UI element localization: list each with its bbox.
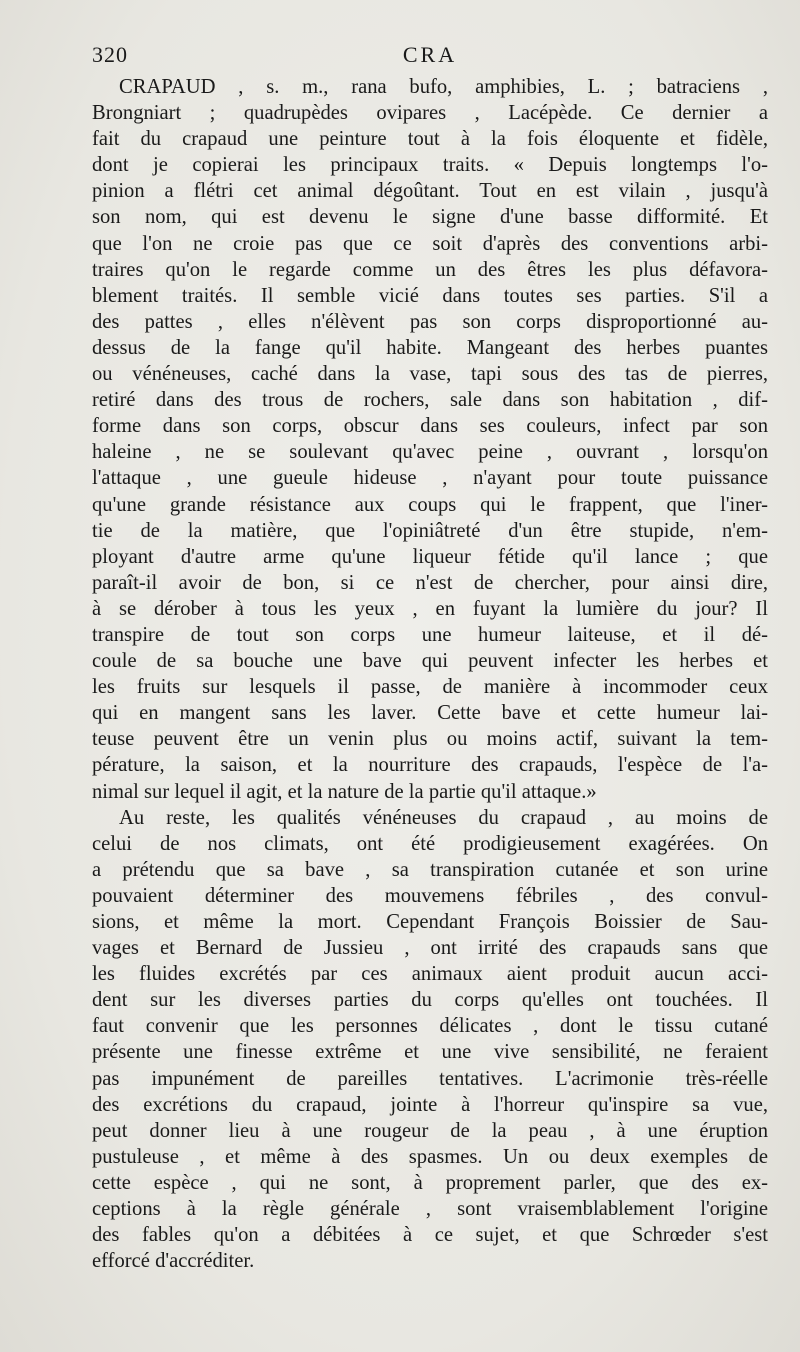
text-line: blement traités. Il semble vicié dans toutes ses parties. S'il a	[92, 284, 768, 307]
paragraph	[92, 74, 768, 805]
text-line: qui en mangent sans les laver. Cette bave et cette humeur lai-	[92, 702, 768, 725]
text-line: celui de nos climats, ont été prodigieusement exagérées. On	[92, 832, 768, 855]
text-line: a prétendu que sa bave , sa transpiration cutanée et son urine	[92, 858, 768, 881]
text-line: paraît-il avoir de bon, si ce n'est de chercher, pour ainsi dire,	[92, 571, 768, 594]
body-text	[92, 74, 768, 1274]
text-line: haleine , ne se soulevant qu'avec peine , ouvrant , lorsqu'on	[92, 441, 768, 464]
text-line: pouvaient déterminer des mouvemens fébriles , des convul-	[92, 884, 768, 907]
paragraph	[92, 805, 768, 1275]
text-line: dont je copierai les principaux traits. « Depuis longtemps l'o-	[92, 154, 768, 177]
text-line: à se dérober à tous les yeux , en fuyant la lumière du jour? Il	[92, 597, 768, 620]
text-line: transpire de tout son corps une humeur laiteuse, et il dé-	[92, 623, 768, 646]
text-line: peut donner lieu à une rougeur de la peau , à une éruption	[92, 1119, 768, 1142]
text-line: des excrétions du crapaud, jointe à l'horreur qu'inspire sa vue,	[92, 1093, 768, 1116]
text-line: efforcé d'accréditer.	[92, 1250, 255, 1273]
text-line: les fluides excrétés par ces animaux aient produit aucun acci-	[92, 963, 768, 986]
text-line: cette espèce , qui ne sont, à proprement parler, que des ex-	[92, 1171, 768, 1194]
text-line: vages et Bernard de Jussieu , ont irrité des crapauds sans que	[92, 937, 768, 960]
text-line: traires qu'on le regarde comme un des êtres les plus défavora-	[92, 258, 768, 281]
text-line: teuse peuvent être un venin plus ou moins actif, suivant la tem-	[92, 728, 768, 751]
text-line: pustuleuse , et même à des spasmes. Un ou deux exemples de	[92, 1145, 768, 1168]
text-line: faut convenir que les personnes délicates , dont le tissu cutané	[92, 1015, 768, 1038]
text-line: que l'on ne croie pas que ce soit d'après des conventions arbi-	[92, 232, 768, 255]
text-line: pérature, la saison, et la nourriture des crapauds, l'espèce de l'a-	[92, 754, 768, 777]
text-line: ceptions à la règle générale , sont vraisemblablement l'origine	[92, 1198, 768, 1221]
header-title: CRA	[402, 42, 458, 67]
text-line: des fables qu'on a débitées à ce sujet, et que Schrœder s'est	[92, 1224, 768, 1247]
text-line: qu'une grande résistance aux coups qui le frappent, que l'iner-	[92, 493, 768, 516]
text-line: les fruits sur lesquels il passe, de manière à incommoder ceux	[92, 676, 768, 699]
text-line: CRAPAUD , s. m., rana bufo, amphibies, L. ; batraciens ,	[119, 76, 768, 98]
text-line: pinion a flétri cet animal dégoûtant. Tout en est vilain , jusqu'à	[92, 180, 768, 203]
text-line: tie de la matière, que l'opiniâtreté d'un être stupide, n'em-	[92, 519, 768, 542]
text-line: retiré dans des trous de rochers, sale dans son habitation , dif-	[92, 389, 768, 412]
text-line: son nom, qui est devenu le signe d'une basse difformité. Et	[92, 206, 768, 229]
text-line: forme dans son corps, obscur dans ses couleurs, infect par son	[92, 415, 768, 438]
text-line: sions, et même la mort. Cependant François Boissier de Sau-	[92, 911, 768, 933]
text-line: pas impunément de pareilles tentatives. L'acrimonie très-réelle	[92, 1067, 768, 1090]
text-line: présente une finesse extrême et une vive sensibilité, ne feraient	[92, 1041, 768, 1064]
page-number: 320	[92, 42, 128, 67]
text-line: Au reste, les qualités vénéneuses du crapaud , au moins de	[119, 806, 768, 829]
text-line: Brongniart ; quadrupèdes ovipares , Lacépède. Ce dernier a	[92, 102, 768, 125]
text-line: l'attaque , une gueule hideuse , n'ayant pour toute puissance	[92, 467, 768, 490]
text-line: coule de sa bouche une bave qui peuvent infecter les herbes et	[92, 650, 768, 673]
text-line: des pattes , elles n'élèvent pas son corps disproportionné au-	[92, 310, 768, 333]
text-line: ployant d'autre arme qu'une liqueur fétide qu'il lance ; que	[92, 545, 768, 568]
text-line: nimal sur lequel il agit, et la nature de la partie qu'il attaque.»	[92, 780, 597, 803]
text-line: dent sur les diverses parties du corps qu'elles ont touchées. Il	[92, 989, 768, 1012]
running-head	[92, 42, 768, 72]
text-line: ou vénéneuses, caché dans la vase, tapi sous des tas de pierres,	[92, 363, 768, 386]
text-line: fait du crapaud une peinture tout à la fois éloquente et fidèle,	[92, 128, 768, 151]
text-line: dessus de la fange qu'il habite. Mangeant des herbes puantes	[92, 336, 768, 359]
